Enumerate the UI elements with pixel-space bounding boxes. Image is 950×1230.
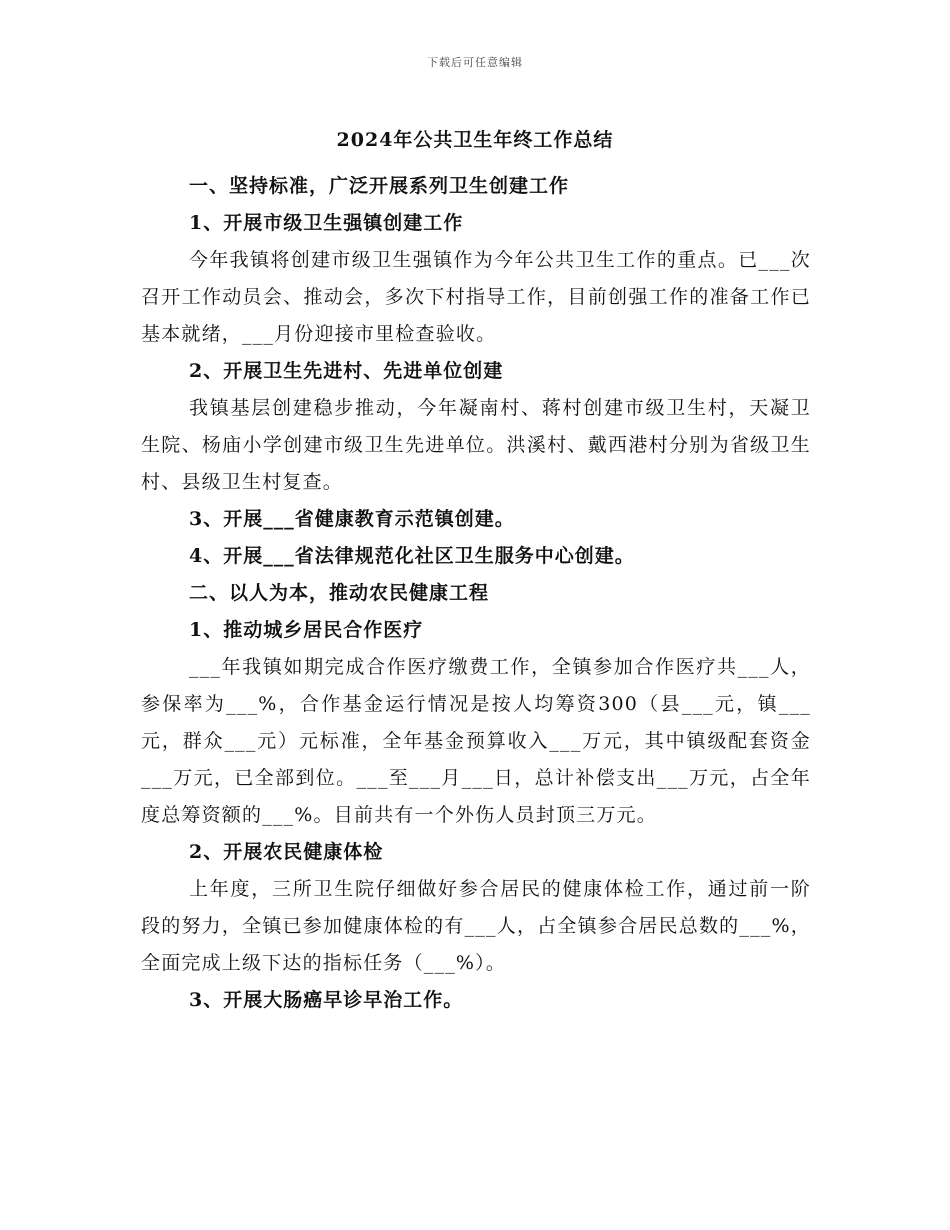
section-heading-2: 二、以人为本，推动农民健康工程 <box>189 582 490 604</box>
document-body <box>141 168 811 1019</box>
paragraph-1-1: 今年我镇将创建市级卫生强镇作为今年公共卫生工作的重点。已___次召开工作动员会、推动会，多次下村指导工作，目前创强工作的准备工作已基本就绪，___月份迎接市里检查验收。 <box>141 249 811 345</box>
subsection-heading-1-4: 4、开展___省法律规范化社区卫生服务中心创建。 <box>189 545 635 567</box>
section-heading-1: 一、坚持标准，广泛开展系列卫生创建工作 <box>189 175 570 197</box>
paragraph-2-2: 上年度，三所卫生院仔细做好参合居民的健康体检工作，通过前一阶段的努力，全镇已参加健康体检的有___人，占全镇参合居民总数的___%，全面完成上级下达的指标任务（___%）。 <box>141 878 811 974</box>
subsection-heading-1-3: 3、开展___省健康教育示范镇创建。 <box>189 508 515 530</box>
subsection-heading-2-3: 3、开展大肠癌早诊早治工作。 <box>189 989 464 1011</box>
paragraph-1-2: 我镇基层创建稳步推动，今年凝南村、蒋村创建市级卫生村，天凝卫生院、杨庙小学创建市级卫生先进单位。洪溪村、戴西港村分别为省级卫生村、县级卫生村复查。 <box>141 397 811 493</box>
subsection-heading-1-2: 2、开展卫生先进村、先进单位创建 <box>189 360 504 382</box>
document-title: 2024年公共卫生年终工作总结 <box>336 129 614 151</box>
subsection-heading-1-1: 1、开展市级卫生强镇创建工作 <box>189 212 464 234</box>
paragraph-2-1: ___年我镇如期完成合作医疗缴费工作，全镇参加合作医疗共___人，参保率为___%，合作基金运行情况是按人均筹资300（县___元，镇___元，群众___元）元标准，全年基金预算收入___万元，其中镇级配套资金___万元，已全部到位。___至___月___日，总计补偿支出___万元，占全年度总筹资额的___%。目前共有一个外伤人员封顶三万元。 <box>141 656 811 826</box>
header-note: 下载后可任意编辑 <box>427 56 523 69</box>
subsection-heading-2-1: 1、推动城乡居民合作医疗 <box>189 619 424 641</box>
subsection-heading-2-2: 2、开展农民健康体检 <box>189 841 384 863</box>
